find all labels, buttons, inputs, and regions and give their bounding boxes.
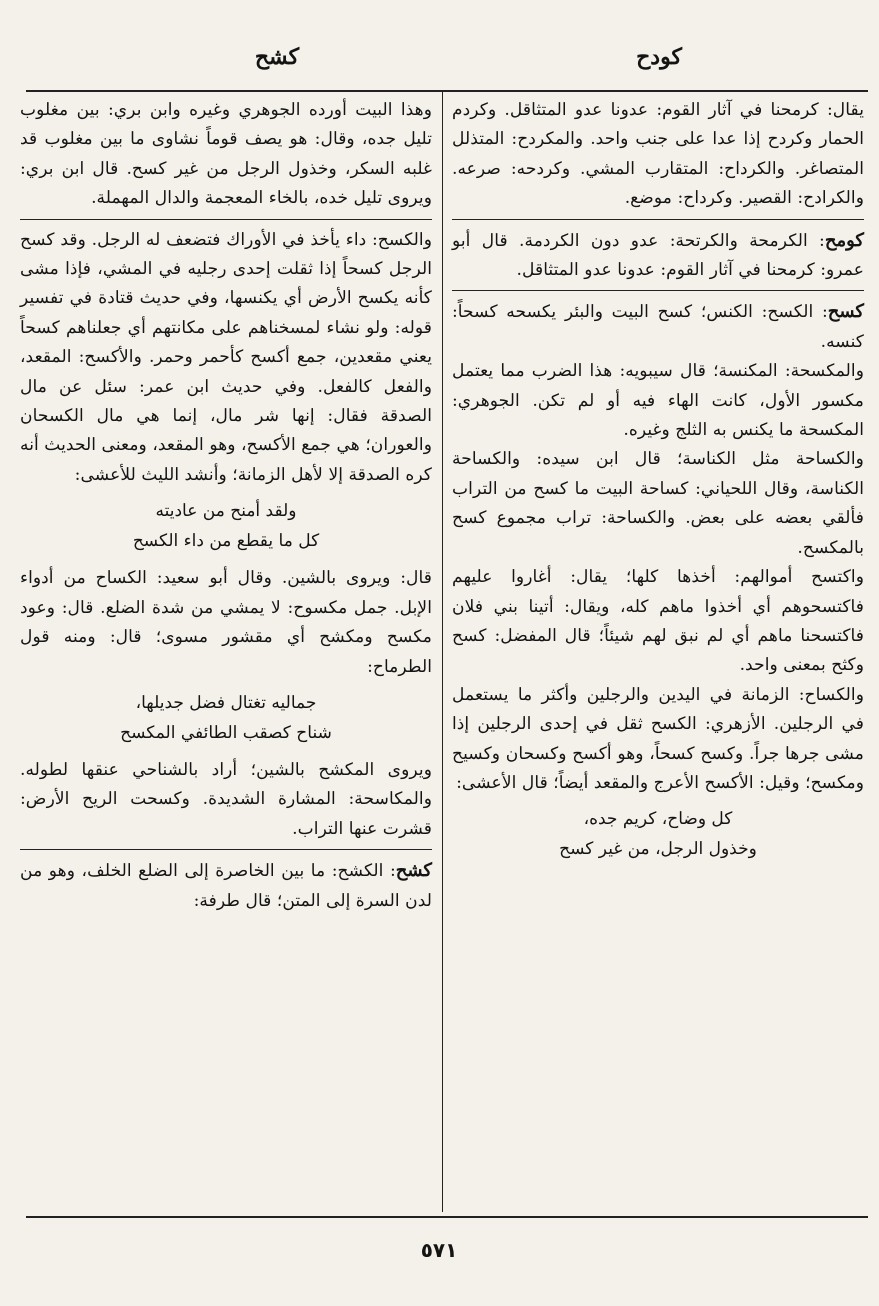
entry-ksh-para-4: واكتسح أموالهم: أخذها كلها؛ يقال: أغاروا عليهم فاكتسحوهم أي أخذوا ماهم كله، ويقال: أتينا بني فلان فاكتسحنا ماهم أي لم نبق لهم شيئاً؛ قال المفضل: كسح وكثح بمعنى واحد. <box>452 567 864 676</box>
entry-ksh-para-2: والمكسحة: المكنسة؛ قال سيبويه: هذا الضرب مما يعتمل مكسور الأول، كانت الهاء فيه أو لم تكن. الجوهري: المكسحة ما يكنس به الثلج وغيره. <box>452 361 864 441</box>
continued-paragraph: وهذا البيت أورده الجوهري وغيره وابن بري: بين مغلوب تليل جده، وقال: هو يصف قوماً نشاوى ما بين مغلوب قد غلبه السكر، وخذول الرجل من غير كسح. قال ابن بري: ويروى تليل خده، بالخاء المعجمة والدال المهملة. <box>20 100 432 209</box>
left-column <box>20 96 432 916</box>
entry-separator <box>452 290 864 291</box>
entry-kshh-text: : الكشح: ما بين الخاصرة إلى الضلع الخلف، وهو من لدن السرة إلى المتن؛ قال طرفة: <box>20 861 432 911</box>
verse-laith <box>20 496 432 556</box>
running-head-left: كشح <box>254 44 300 70</box>
verse-line: وخذول الرجل، من غير كسح <box>559 839 757 860</box>
entry-separator <box>452 219 864 220</box>
top-rule <box>26 90 868 92</box>
page-number: ٥٧١ <box>420 1238 458 1262</box>
verse-line: جماليه تغتال فضل جديلها، <box>135 692 317 713</box>
entry-ksh <box>452 297 864 357</box>
paragraph-mukashshah: ويروى المكشح بالشين؛ أراد بالشناحي عنقها لطوله. والمكاسحة: المشارة الشديدة. وكسحت الريح الأرض: قشرت عنها التراب. <box>20 759 432 839</box>
right-column <box>452 96 864 872</box>
paragraph-abu-said: قال: ويروى بالشين. وقال أبو سعيد: الكساح من أدواء الإبل. جمل مكسوح: لا يمشي من شدة الضلع. قال: وعود مكسح ومكشح أي مقشور مسوى؛ قال: ومنه قول الطرماح: <box>20 568 432 677</box>
entry-kshh <box>20 856 432 916</box>
verse-asha <box>452 804 864 864</box>
headword-kumh: كومح <box>824 229 864 251</box>
entry-ksh-para-3: والكساحة مثل الكناسة؛ قال ابن سيده: والكساحة الكناسة، وقال اللحياني: كساحة البيت ما كسح من التراب فألقي بعضه على بعض. والكساحة: تراب مجموع كسح بالمكسح. <box>452 449 864 558</box>
entry-ksh-disease: والكسح: داء يأخذ في الأوراك فتضعف له الرجل. وقد كسح الرجل كسحاً إذا ثقلت إحدى رجليه في المشي، فإذا مشى كأنه يكسح الأرض أي يكنسها، وفي حديث قتادة في تفسير قوله: ولو نشاء لمسخناهم على مكانتهم أي جعلناهم كسحاً يعني مقعدين، جمع أكسح كأحمر وحمر. والأكسح: المقعد، والفعل كالفعل. وفي حديث ابن عمر: سئل عن مال الصدقة فقال: إنها شر مال، إنما هي مال الكسحان والعوران؛ هي جمع الأكسح، وهو المقعد، ومعنى الحديث أنه كره الصدقة إلا لأهل الزمانة؛ وأنشد الليث للأعشى: <box>20 229 432 485</box>
verse-line: شناح كصقب الطائفي المكسح <box>120 722 332 743</box>
column-divider <box>442 92 443 1212</box>
entry-kumh <box>452 226 864 286</box>
verse-line: ولقد أمنح من عاديته <box>155 501 297 522</box>
headword-kshh: كشح <box>395 860 432 882</box>
bottom-rule <box>26 1216 868 1218</box>
entry-ksh-text: : الكسح: الكنس؛ كسح البيت والبئر يكسحه كسحاً: كنسه. <box>452 302 864 352</box>
entry-kurdh-text: يقال: كرمحنا في آثار القوم: عدونا عدو المتثاقل. وكردم الحمار وكردح إذا عدا على جنب واحد. والمكردح: المتذلل المتصاغر. والكرداح: المتقارب المشي. وكردحه: صرعه. والكرادح: القصير. وكرداح: موضع. <box>452 100 864 209</box>
verse-line: كل وضاح، كريم جده، <box>583 809 733 830</box>
entry-separator <box>20 219 432 220</box>
verse-line: كل ما يقطع من داء الكسح <box>132 531 320 552</box>
entry-separator <box>20 849 432 850</box>
headword-ksh: كسح <box>827 301 864 323</box>
verse-tirimmah <box>20 688 432 748</box>
entry-kumh-text: : الكرمحة والكرتحة: عدو دون الكردمة. قال أبو عمرو: كرمحنا في آثار القوم: عدونا عدو المتثاقل. <box>452 230 864 281</box>
running-head-right: كودح <box>636 44 682 70</box>
entry-ksh-para-5: والكساح: الزمانة في اليدين والرجلين وأكثر ما يستعمل في الرجلين. الأزهري: الكسح ثقل في إحدى الرجلين إذا مشى جرها جراً. وكسح كسحاً، وهو أكسح وكسحان وكسيح ومكسح؛ وقيل: الأكسح الأعرج والمقعد أيضاً؛ قال الأعشى: <box>452 684 864 793</box>
